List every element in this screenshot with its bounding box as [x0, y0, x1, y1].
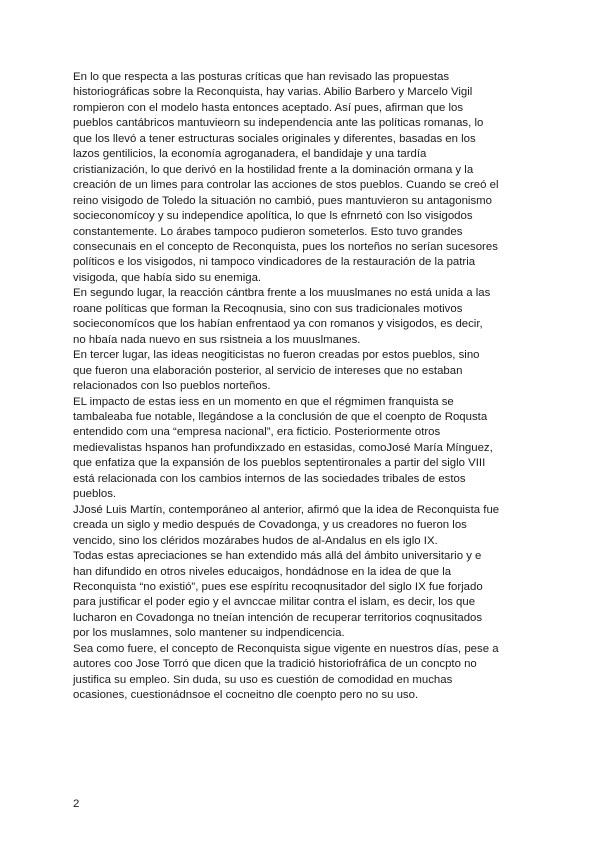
text-line: En tercer lugar, las ideas neogiticistas no fueron creadas por estos pueblos, sino — [73, 349, 480, 362]
text-line: roane políticas que forman la Recoqnusia, sino con sus tradicionales motivos — [73, 302, 463, 315]
text-line: EL impacto de estas iess en un momento en que el régmimen franquista se — [73, 395, 454, 408]
text-line: socieconomícos que los habían enfrentaod ya con romanos y visigodos, es decir, — [73, 318, 483, 331]
text-line: no hbaía nada nuevo en sus rsistneia a los muuslmanes. — [73, 333, 361, 346]
text-line: que enfatiza que la expansión de los pueblos septentironales a partir del siglo VIII — [73, 457, 486, 470]
text-line: está relacionada con los cambios internos de las sociedades tribales de estos — [73, 472, 466, 485]
text-line: para justificar el poder egio y el avnccae militar contra el islam, es decir, los que — [73, 596, 476, 609]
text-line: historiográficas sobre la Reconquista, hay varias. Abilio Barbero y Marcelo Vigil — [73, 86, 473, 99]
text-line: cristianización, lo que derivó en la hostilidad frente a la dominación ormana y la — [73, 163, 474, 176]
text-line: Todas estas apreciaciones se han extendido más allá del ámbito universitario y e — [73, 550, 482, 563]
page-number: 2 — [73, 798, 80, 810]
text-line: lazos gentilicios, la economía agroganadera, el bandidaje y una tardía — [73, 148, 427, 161]
text-line: constantemente. Lo árabes tampoco pudieron someterlos. Esto tuvo grandes — [73, 225, 463, 238]
text-line: vencido, sino los clérido​s mozárabes hudos de al-Andalus en els iglo IX. — [73, 534, 438, 547]
text-line: ocasiones, cuestionádnsoe el cocneitno dle coenpto pero no su uso. — [73, 689, 419, 702]
text-line: creada un siglo y medio después de Covadonga, y us creadores no fueron los — [73, 519, 467, 532]
text-line: JJosé Luis Martín, contemporáneo al anterior, afirmó que la idea de Reconquista fue — [73, 503, 500, 516]
text-line: relacionados con lso pueblos norteños. — [73, 380, 271, 393]
text-line: entendido com una “empresa nacional”, era ficticio. Posteriormente otros — [73, 426, 441, 439]
text-line: Reconquista “no existió”, pues ese espíritu recoqnusitador del siglo IX fue forjado — [73, 580, 483, 593]
paragraph — [73, 70, 535, 286]
text-line: justifica su empleo. Sin duda, su uso es cuestión de comodidad en muchas — [73, 673, 453, 686]
text-line: pueblos. — [73, 488, 117, 501]
text-line: En segundo lugar, la reacción cántbra frente a los muuslmanes no está unida a las — [73, 287, 491, 300]
paragraph — [73, 348, 535, 394]
paragraph — [73, 642, 535, 704]
text-line: Sea como fuere, el concepto de Reconquista sigue vigente en nuestros días, pese a — [73, 642, 499, 655]
text-line: En lo que respecta a las posturas críticas que han revisado las propuestas — [73, 71, 450, 83]
text-line: rompieron con el modelo hasta entonces aceptado. Así pues, afirman que los — [73, 101, 464, 114]
text-line: socieconomícoy y su independice apolítica, lo que ls efnrnetó con lso visigodos — [73, 210, 473, 223]
text-line: autores coo Jose Torró que dicen que la tradició historiofráfica de un concpto no — [73, 658, 477, 671]
text-line: que fueron una elaboración posterior, al servicio de intereses que no estaban — [73, 364, 463, 377]
document-body — [73, 70, 535, 704]
text-line: por los muslamnes, solo mantener su indpendicencia. — [73, 627, 345, 640]
text-line: han difundido en otros niveles educaigos, hondádnose en la idea de que la — [73, 565, 452, 578]
text-line: reino visigodo de Toledo la situación no cambió, pues mantuvieron su antagonismo — [73, 194, 492, 207]
paragraph — [73, 549, 535, 642]
paragraph — [73, 503, 535, 549]
text-line: tambaleaba fue notable, llegándose a la conclusión de que el coenpto de Roqusta — [73, 410, 488, 423]
text-line: consecunais en el concepto de Reconquista, pues los norteños no serían sucesores — [73, 240, 498, 253]
paragraph — [73, 395, 535, 503]
text-line: lucharon en Covadonga no tneían intención de recuperar territorios coqnusitados — [73, 611, 483, 624]
text-line: visigoda, que había sido su enemiga. — [73, 271, 262, 284]
text-line: que los llevó a tener estructuras sociales originales y diferentes, basadas en los — [73, 132, 476, 145]
text-line: pueblos cantábricos mantuvieorn su independencia ante las políticas romanas, lo — [73, 117, 484, 130]
paragraph — [73, 286, 535, 348]
text-line: medievalistas hspanos han profundixzado en estasidas, comoJosé María Mínguez, — [73, 441, 493, 454]
text-line: creación de un limes para controlar las acciones de stos pueblos. Cuando se creó el — [73, 179, 499, 192]
text-line: políticos e los visigodos, ni tampoco vindicadores de la restauración de la patria — [73, 256, 476, 269]
